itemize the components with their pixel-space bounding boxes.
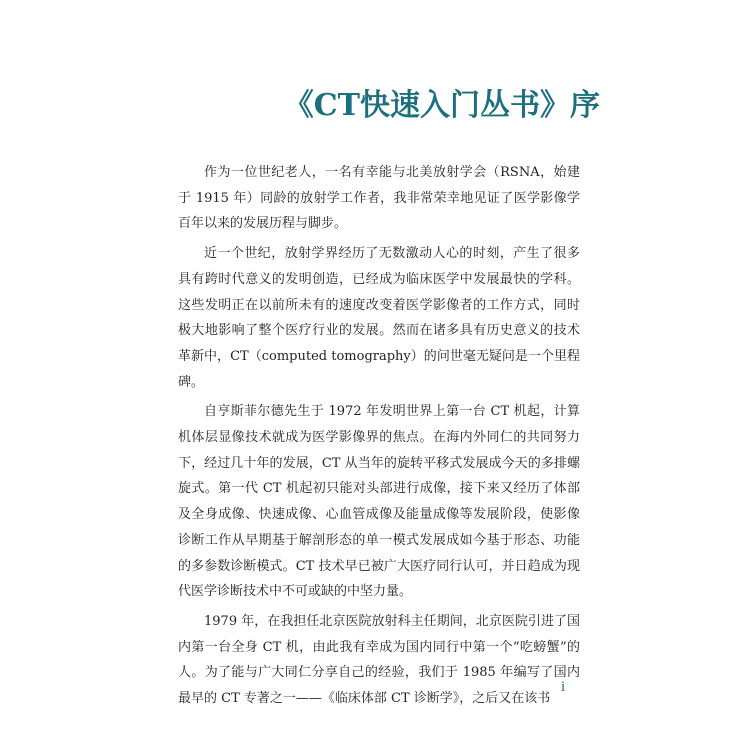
paragraph-1: 作为一位世纪老人，一名有幸能与北美放射学会（RSNA，始建于 1915 年）同龄的放射学工作者，我非常荣幸地见证了医学影像学百年以来的发展历程与脚步。 [178,165,580,232]
paragraph-3: 自亨斯菲尔德先生于 1972 年发明世界上第一台 CT 机起，计算机体层显像技术就成为医学影像界的焦点。在海内外同仁的共同努力下，经过几十年的发展，CT 从当年的旋转平移式发展成今天的多排螺旋式。第一代 CT 机起初只能对头部进行成像，接下来又经历了体部及全身成像、快速成像、心血管成像及能量成像等发展阶段，使影像诊断工作从早期基于解剖形态的单一模式发展成如今基于形态、功能的多参数诊断模式。CT 技术早已被广大医疗同行认可，并日趋成为现代医学诊断技术中不可或缺的中坚力量。 [178,404,580,600]
paragraph-4: 1979 年，在我担任北京医院放射科主任期间，北京医院引进了国内第一台全身 CT 机，由此我有幸成为国内同行中第一个“吃螃蟹”的人。为了能与广大同仁分享自己的经验，我们于 1985 年编写了国内最早的 CT 专著之一——《临床体部 CT 诊断学》，之后又在该书 [178,613,580,707]
page-number: i [561,679,566,695]
page-title: 《CT快速入门丛书》序 [283,88,600,123]
paragraph-2: 近一个世纪，放射学界经历了无数激动人心的时刻，产生了很多具有跨时代意义的发明创造，已经成为临床医学中发展最快的学科。这些发明正在以前所未有的速度改变着医学影像者的工作方式，同时极大地影响了整个医疗行业的发展。然而在诸多具有历史意义的技术革新中，CT（computed tomography）的问世毫无疑问是一个里程碑。 [178,246,580,390]
body-text [178,160,580,716]
